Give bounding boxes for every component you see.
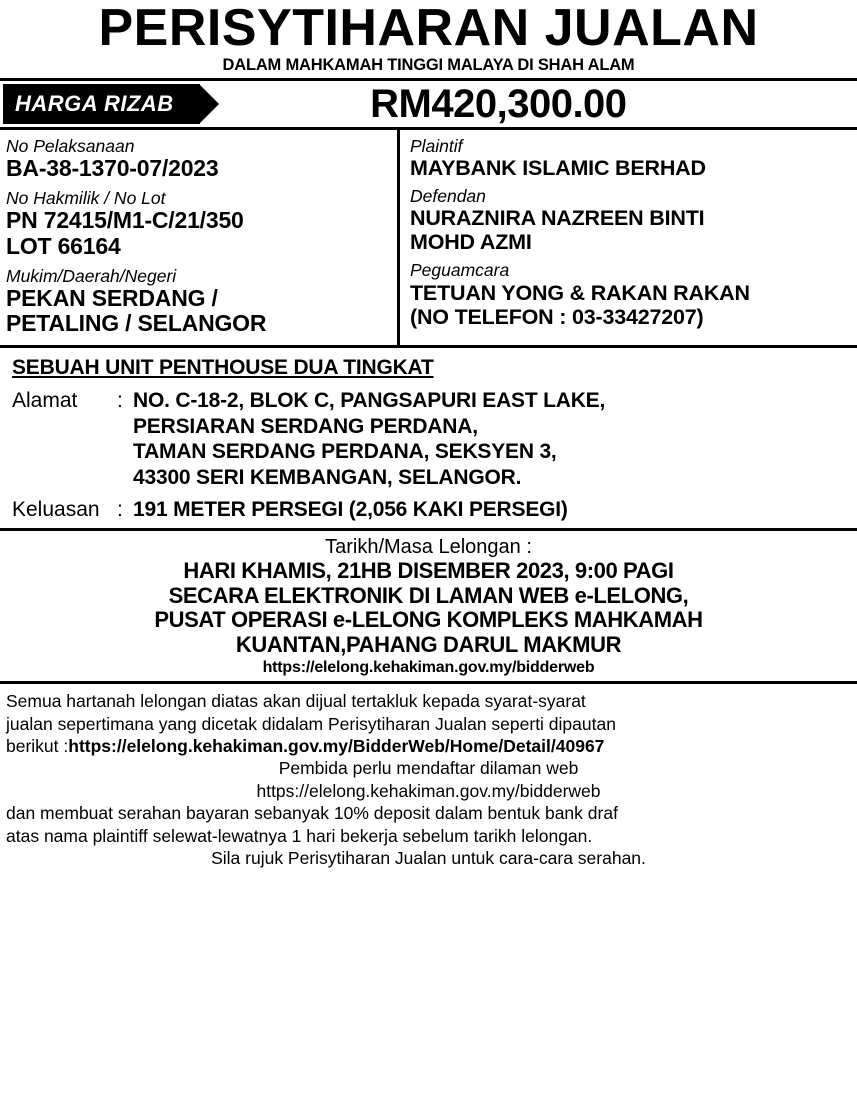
property-description — [0, 348, 857, 531]
address-label: Alamat — [12, 389, 78, 413]
auction-datetime-value: HARI KHAMIS, 21HB DISEMBER 2023, 9:00 PAGI — [183, 557, 674, 583]
note-line-3 — [6, 735, 851, 757]
title-lot-label: No Hakmilik / No Lot — [6, 187, 166, 208]
case-details-left-column — [0, 130, 400, 345]
note-detail-url[interactable]: https://elelong.kehakiman.gov.my/BidderWeb/Home/Detail/40967 — [68, 735, 605, 756]
size-row — [12, 497, 849, 522]
plaintiff-label: Plaintif — [410, 136, 463, 156]
lot-no-value: LOT 66164 — [6, 232, 121, 259]
address-colon: : — [117, 389, 123, 413]
mukim-value-line1: PEKAN SERDANG / — [6, 284, 218, 311]
case-details — [0, 130, 857, 348]
auction-website-url[interactable]: https://elelong.kehakiman.gov.my/bidderweb — [262, 659, 595, 677]
title-no-value: PN 72415/M1-C/21/350 — [6, 207, 244, 233]
note-line-1: Semua hartanah lelongan diatas akan dijual tertakluk kepada syarat-syarat — [6, 691, 586, 712]
plaintiff-value: MAYBANK ISLAMIC BERHAD — [410, 156, 706, 181]
auction-venue-line2: KUANTAN,PAHANG DARUL MAKMUR — [235, 632, 622, 658]
address-line-2: PERSIARAN SERDANG PERDANA, — [133, 414, 478, 438]
address-line-4: 43300 SERI KEMBANGAN, SELANGOR. — [133, 465, 522, 489]
note-line-8: Sila rujuk Perisytiharan Jualan untuk cara-cara serahan. — [211, 847, 646, 868]
property-heading: SEBUAH UNIT PENTHOUSE DUA TINGKAT — [12, 356, 434, 380]
auction-mode-line: SECARA ELEKTRONIK DI LAMAN WEB e-LELONG, — [168, 582, 689, 608]
note-line-4: Pembida perlu mendaftar dilaman web — [278, 758, 579, 779]
address-value — [133, 388, 605, 490]
note-register-url[interactable]: https://elelong.kehakiman.gov.my/bidderweb — [256, 780, 601, 801]
execution-no-label: No Pelaksanaan — [6, 136, 135, 156]
reserve-price-amount: RM420,300.00 — [370, 81, 627, 126]
address-line-1: NO. C-18-2, BLOK C, PANGSAPURI EAST LAKE, — [133, 389, 606, 413]
court-subtitle: DALAM MAHKAMAH TINGGI MALAYA DI SHAH ALAM — [222, 56, 635, 74]
size-value: 191 METER PERSEGI (2,056 KAKI PERSEGI) — [133, 497, 568, 521]
note-line-7: atas nama plaintiff selewat-lewatnya 1 hari bekerja sebelum tarikh lelongan. — [6, 825, 593, 846]
terms-note — [0, 684, 857, 873]
solicitor-value-line1: TETUAN YONG & RAKAN RAKAN — [410, 280, 750, 305]
size-colon: : — [117, 497, 123, 521]
auction-venue-line1: PUSAT OPERASI e-LELONG KOMPLEKS MAHKAMAH — [154, 607, 703, 633]
solicitor-label: Peguamcara — [410, 260, 510, 281]
auction-datetime-label: Tarikh/Masa Lelongan : — [325, 535, 532, 558]
mukim-district-state-label: Mukim/Daerah/Negeri — [6, 265, 177, 286]
note-line-3-prefix: berikut : — [6, 735, 69, 756]
reserve-price-band — [0, 78, 857, 130]
address-line-3: TAMAN SERDANG PERDANA, SEKSYEN 3, — [133, 440, 557, 464]
auction-details — [0, 531, 857, 684]
defendant-value-line1: NURAZNIRA NAZREEN BINTI — [410, 206, 705, 231]
reserve-price-tag: HARGA RIZAB — [3, 84, 200, 124]
case-details-right-column — [400, 130, 857, 345]
defendant-value-line2: MOHD AZMI — [410, 230, 532, 255]
note-line-2: jualan sepertimana yang dicetak didalam Perisytiharan Jualan seperti dipautan — [6, 713, 616, 734]
page-title: PERISYTIHARAN JUALAN — [98, 0, 759, 57]
defendant-label: Defendan — [410, 186, 486, 207]
size-label: Keluasan — [12, 497, 100, 521]
mukim-value-line2: PETALING / SELANGOR — [6, 310, 267, 337]
note-line-6: dan membuat serahan bayaran sebanyak 10% deposit dalam bentuk bank draf — [6, 803, 618, 824]
execution-no-value: BA-38-1370-07/2023 — [6, 155, 219, 182]
solicitor-phone: (NO TELEFON : 03-33427207) — [410, 304, 704, 329]
address-row — [12, 388, 849, 490]
